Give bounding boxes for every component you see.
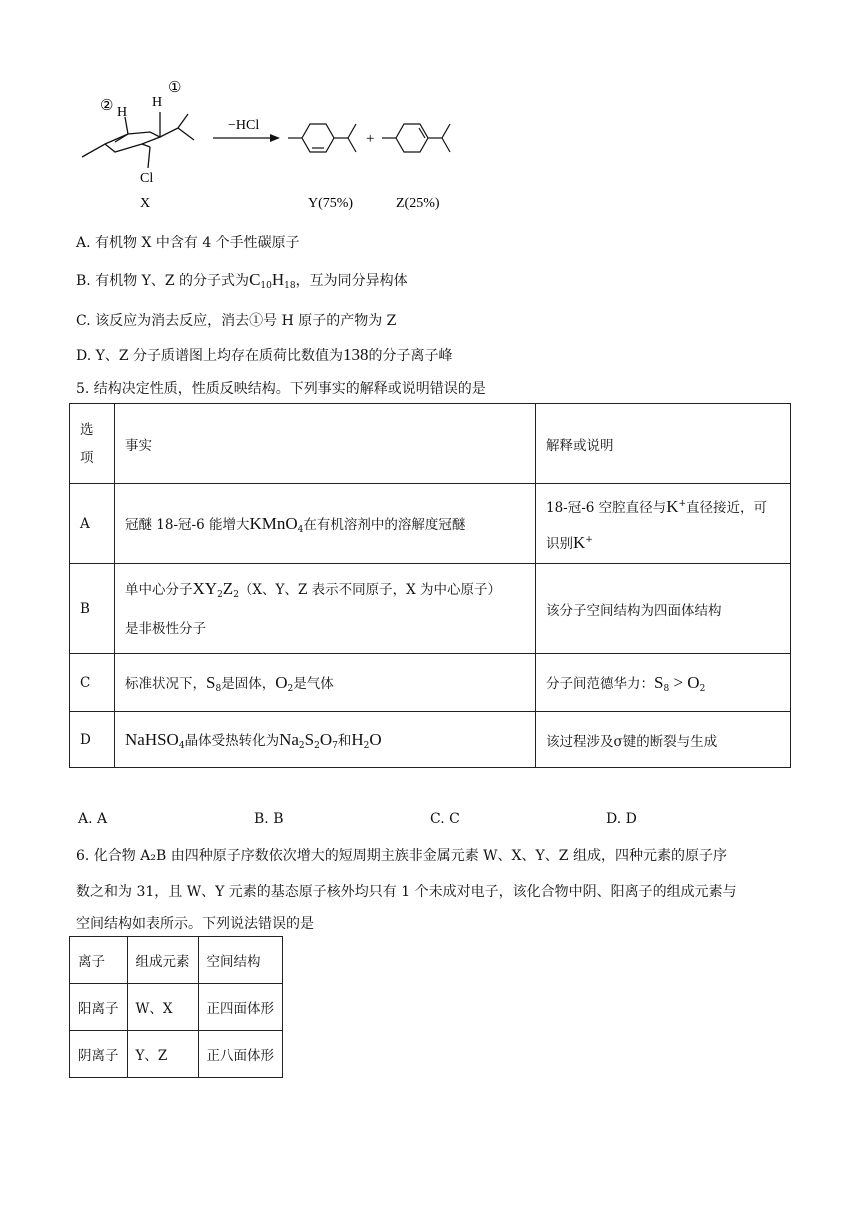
table-row [70, 654, 791, 712]
q4-option-b: B. 有机物 Y、Z 的分子式为$C_{10}H_{18}$，互为同分异构体 [76, 270, 408, 291]
h-atom-1: H [152, 95, 163, 110]
cell-structure: 正八面体形 [198, 1031, 283, 1078]
molecule-y-structure [288, 124, 356, 152]
q6-stem-line1: 6. 化合物 A₂B 由四种原子序数依次增大的短周期主族非金属元素 W、X、Y、Z 组成，四种元素的原子序 [76, 848, 727, 864]
plus-sign: + [366, 131, 375, 147]
label-1: ① [168, 80, 182, 96]
row-explanation: 18-冠-6 空腔直径与K+直径接近，可 识别K+ [536, 484, 791, 564]
table-row [70, 564, 791, 654]
table-header-row [70, 937, 283, 984]
q5-answer-d: D. D [606, 811, 637, 827]
header-structure: 空间结构 [198, 937, 283, 984]
cell-ion: 阴离子 [70, 1031, 128, 1078]
header-option: 选 项 [70, 404, 115, 484]
row-explanation: 分子间范德华力：$S_8 > O_2$ [536, 654, 791, 712]
label-x: X [140, 196, 151, 211]
table-header-row [70, 404, 791, 484]
q6-stem-line3: 空间结构如表所示。下列说法错误的是 [76, 916, 314, 932]
label-2: ② [100, 98, 114, 114]
label-y: Y(75%) [308, 196, 354, 211]
row-option: B [70, 564, 115, 654]
row-option: A [70, 484, 115, 564]
table-row [70, 984, 283, 1031]
row-explanation: 该分子空间结构为四面体结构 [536, 564, 791, 654]
table-row [70, 1031, 283, 1078]
row-option: C [70, 654, 115, 712]
table-row [70, 484, 791, 564]
q4-option-c: C. 该反应为消去反应，消去①号 H 原子的产物为 Z [76, 313, 397, 329]
reagent-label: −HCl [228, 118, 260, 133]
q5-stem: 5. 结构决定性质，性质反映结构。下列事实的解释或说明错误的是 [76, 381, 486, 397]
q5-answer-b: B. B [254, 811, 284, 827]
molecule-x-structure [82, 112, 194, 168]
h-atom-2: H [117, 105, 128, 120]
row-fact: 标准状况下，$S_8$是固体，$O_2$是气体 [115, 654, 536, 712]
q5-answer-c: C. C [430, 811, 460, 827]
arrow-icon [270, 134, 280, 142]
table-row [70, 712, 791, 768]
row-fact: 单中心分子$XY_2Z_2(X$、Y、Z 表示不同原子，X 为中心原子） 是非极性分子 [115, 564, 536, 654]
q6-stem-line2: 数之和为 31，且 W、Y 元素的基态原子核外均只有 1 个未成对电子，该化合物中阴、阳离子的组成元素与 [76, 884, 737, 900]
row-fact: 冠醚 18-冠-6 能增大KMnO$_4$在有机溶剂中的溶解度冠醚 [115, 484, 536, 564]
label-z: Z(25%) [396, 196, 440, 211]
header-ion: 离子 [70, 937, 128, 984]
row-fact: NaHSO$_4$晶体受热转化为$Na_2S_2O_7$和$H_2O$ [115, 712, 536, 768]
cl-atom: Cl [140, 171, 154, 186]
q4-option-a: A. 有机物 X 中含有 4 个手性碳原子 [76, 235, 300, 251]
q4-option-d: D. Y、Z 分子质谱图上均存在质荷比数值为138的分子离子峰 [76, 345, 453, 364]
row-option: D [70, 712, 115, 768]
q5-answer-a: A. A [78, 811, 108, 827]
cell-elements: W、X [127, 984, 198, 1031]
molecule-z-structure [382, 124, 450, 152]
reaction-scheme [70, 72, 470, 217]
header-fact: 事实 [115, 404, 536, 484]
cell-ion: 阳离子 [70, 984, 128, 1031]
q5-table [69, 403, 791, 768]
header-elements: 组成元素 [127, 937, 198, 984]
cell-elements: Y、Z [127, 1031, 198, 1078]
row-explanation: 该过程涉及σ键的断裂与生成 [536, 712, 791, 768]
q6-table [69, 936, 283, 1078]
cell-structure: 正四面体形 [198, 984, 283, 1031]
header-explanation: 解释或说明 [536, 404, 791, 484]
